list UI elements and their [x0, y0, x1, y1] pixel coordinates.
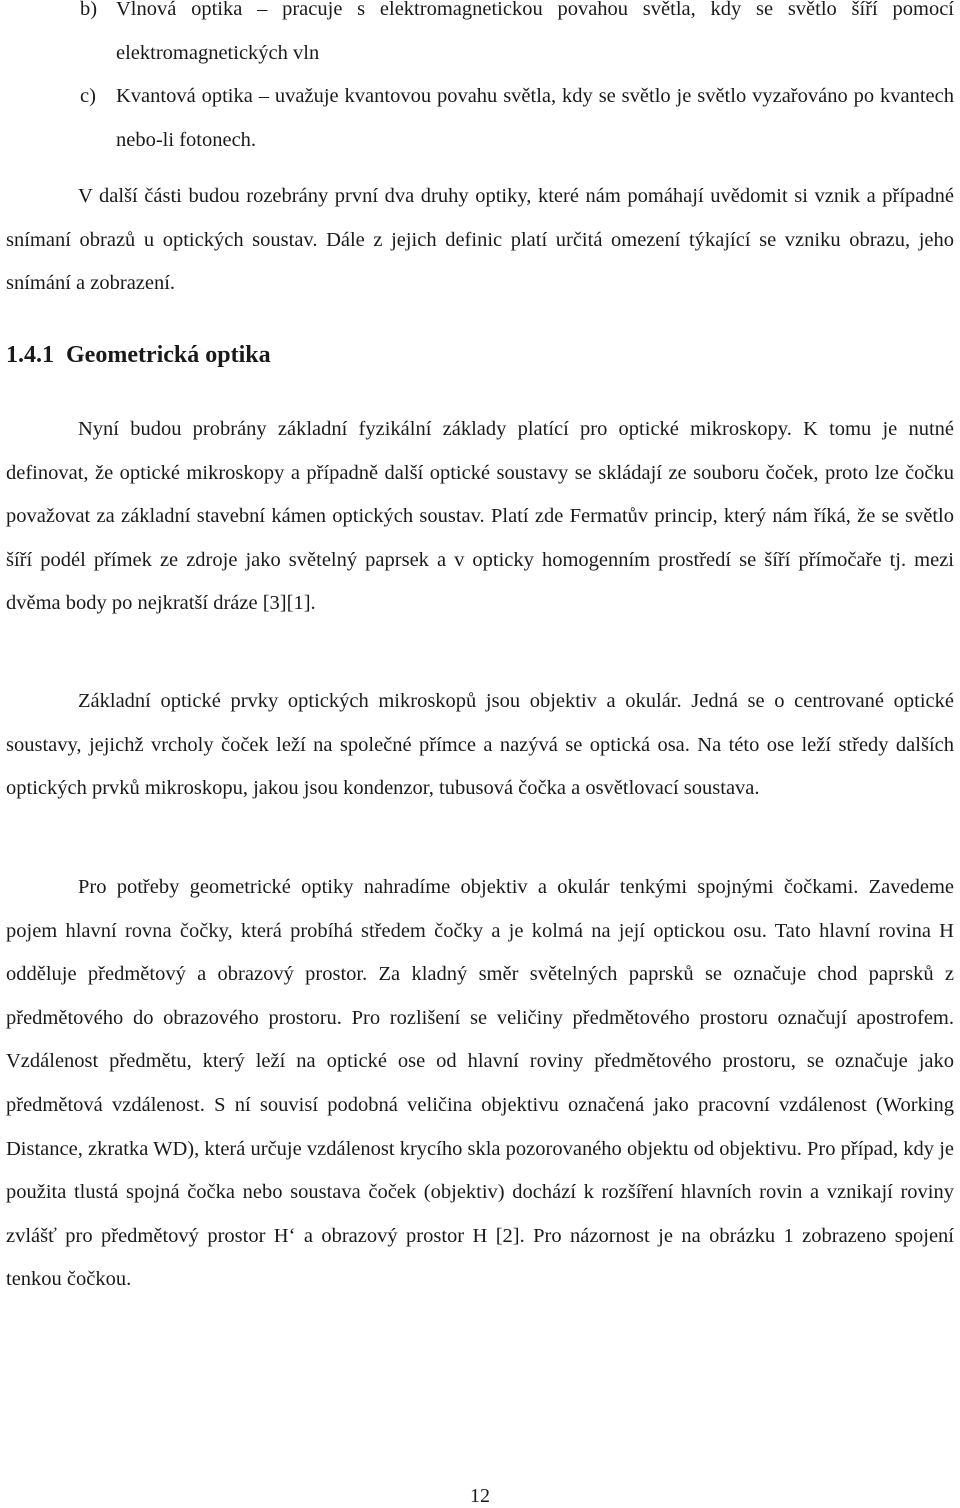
intro-paragraph: V další části budou rozebrány první dva druhy optiky, které nám pomáhají uvědomit si vznik a případné snímaní obrazů u optických soustav. Dále z jejich definic platí určitá omezení týkající se vzniku obrazu, jeho snímání a zobrazení. [6, 185, 954, 295]
section-number: 1.4.1 [6, 342, 54, 368]
list-item [6, 0, 954, 75]
body-paragraph: Nyní budou probrány základní fyzikální základy platící pro optické mikroskopy. K tomu je nutné definovat, že optické mikroskopy a případně další optické soustavy se skládají ze souboru čoček, proto lze čočku považovat za základní stavební kámen optických soustav. Platí zde Fermatův princip, který nám říká, že se světlo šíří podél přímek ze zdroje jako světelný paprsek a v opticky homogenním prostředí se šíří přímočaře tj. mezi dvěma body po nejkratší dráze [3][1]. [6, 418, 954, 615]
page-number: 12 [470, 1485, 490, 1507]
list-item-text: Vlnová optika – pracuje s elektromagnetickou povahou světla, kdy se světlo šíří pomocí elektromagnetických vln [116, 0, 954, 64]
list-item-text: Kvantová optika – uvažuje kvantovou povahu světla, kdy se světlo je světlo vyzařováno po kvantech nebo-li fotonech. [116, 85, 954, 151]
section-heading [6, 340, 271, 370]
section-title: Geometrická optika [66, 342, 271, 368]
list-marker: b) [80, 0, 98, 20]
body-paragraph: Pro potřeby geometrické optiky nahradíme objektiv a okulár tenkými spojnými čočkami. Zavedeme pojem hlavní rovna čočky, která probíhá středem čočky a je kolmá na její optickou osu. Tato hlavní rovina H odděluje předmětový a obrazový prostor. Za kladný směr světelných paprsků se označuje chod paprsků z předmětového do obrazového prostoru. Pro rozlišení se veličiny předmětového prostoru označují apostrofem. Vzdálenost předmětu, který leží na optické ose od hlavní roviny předmětového prostoru, se označuje jako předmětová vzdálenost. S ní souvisí podobná veličina objektivu označená jako pracovní vzdálenost (Working Distance, zkratka WD), která určuje vzdálenost krycího skla pozorovaného objektu od objektivu. Pro případ, kdy je použita tlustá spojná čočka nebo soustava čoček (objektiv) dochází k rozšíření hlavních rovin a vznikají roviny zvlášť pro předmětový prostor H‘ a obrazový prostor H [2]. Pro názornost je na obrázku 1 zobrazeno spojení tenkou čočkou. [6, 876, 954, 1291]
list-item [6, 75, 954, 162]
body-paragraph: Základní optické prvky optických mikroskopů jsou objektiv a okulár. Jedná se o centrované optické soustavy, jejichž vrcholy čoček leží na společné přímce a nazývá se optická osa. Na této ose leží středy dalších optických prvků mikroskopu, jakou jsou kondenzor, tubusová čočka a osvětlovací soustava. [6, 690, 954, 800]
list-marker: c) [80, 85, 96, 107]
list [6, 0, 954, 162]
